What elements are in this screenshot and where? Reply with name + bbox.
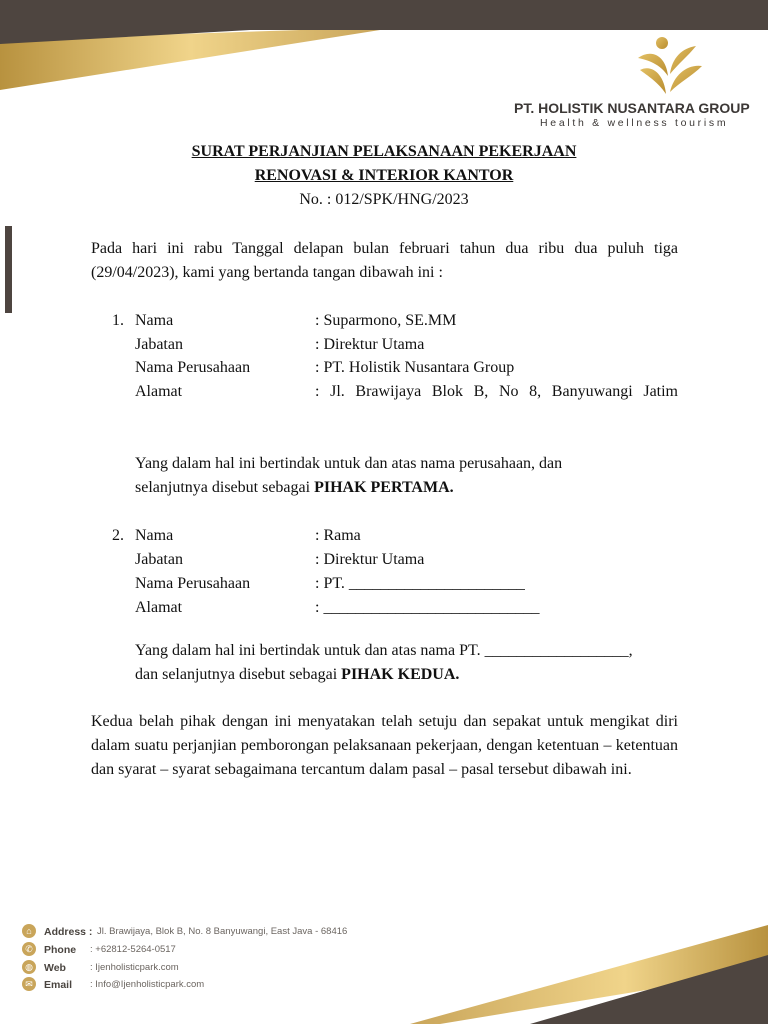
party1-row-alamat: [112, 380, 678, 404]
web-value: : Ijenholisticpark.com: [90, 962, 179, 973]
party1-row-perusahaan: [112, 356, 678, 380]
field-value: : ___________________________: [315, 599, 540, 616]
field-value: : PT. ______________________: [315, 575, 525, 592]
document-number: No. : 012/SPK/HNG/2023: [299, 191, 469, 208]
field-value: : PT. Holistik Nusantara Group: [315, 359, 515, 376]
statement-line: [135, 663, 680, 687]
footer-decoration: [400, 925, 768, 1024]
globe-icon: ◍: [22, 960, 36, 974]
field-value: : Rama: [315, 527, 361, 544]
web-label: Web: [44, 962, 66, 974]
phone-label: Phone: [44, 944, 77, 956]
footer-phone: [22, 941, 422, 959]
party1-row-nama: [112, 309, 678, 333]
party2-row-jabatan: [112, 548, 678, 572]
statement-text: Yang dalam hal ini bertindak untuk dan atas nama perusahaan, dan selanjutnya disebut sebagai: [135, 455, 563, 496]
party2-row-nama: [112, 524, 678, 548]
field-value: : Jl. Brawijaya Blok B, No 8, Banyuwangi Jatim: [315, 383, 678, 400]
mail-icon: ✉: [22, 977, 36, 991]
phone-value: : +62812-5264-0517: [90, 944, 176, 955]
company-tagline: Health & wellness tourism: [540, 117, 729, 129]
field-label: Nama: [135, 312, 174, 329]
field-label: Nama: [135, 527, 174, 544]
field-value: : Suparmono, SE.MM: [315, 312, 457, 329]
party1-number: 1.: [112, 312, 124, 329]
margin-bar: [5, 226, 12, 313]
party2-number: 2.: [112, 527, 124, 544]
field-label: Nama Perusahaan: [135, 575, 251, 592]
party2-row-alamat: [112, 596, 678, 620]
company-name: PT. HOLISTIK NUSANTARA GROUP: [514, 100, 750, 116]
statement-line: Yang dalam hal ini bertindak untuk dan atas nama PT. __________________,: [135, 642, 633, 659]
email-value: : Info@Ijenholisticpark.com: [90, 979, 205, 990]
statement-text: dan selanjutnya disebut sebagai: [135, 666, 342, 683]
field-value: : Direktur Utama: [315, 551, 425, 568]
document-title: SURAT PERJANJIAN PELAKSANAAN PEKERJAAN: [191, 143, 577, 160]
field-label: Alamat: [135, 383, 183, 400]
phone-icon: ✆: [22, 942, 36, 956]
footer-web: [22, 959, 422, 977]
closing-paragraph: Kedua belah pihak dengan ini menyatakan telah setuju dan sepakat untuk mengikat diri dalam suatu perjanjian pemborongan pelaksanaan pekerjaan, dengan ketentuan – ketentuan dan syarat – syarat sebagaimana tercantum dalam pasal – pasal tersebut dibawah ini.: [91, 713, 678, 778]
field-label: Alamat: [135, 599, 183, 616]
footer-email: [22, 976, 422, 994]
leaf-logo-icon: [630, 36, 708, 98]
footer-address: [22, 923, 422, 941]
party1-row-jabatan: [112, 333, 678, 357]
party2-row-perusahaan: [112, 572, 678, 596]
email-label: Email: [44, 979, 73, 991]
intro-paragraph: Pada hari ini rabu Tanggal delapan bulan februari tahun dua ribu dua puluh tiga (29/04/2023), kami yang bertanda tangan dibawah ini :: [91, 240, 678, 281]
party1-statement: [135, 452, 615, 500]
address-value: Jl. Brawijaya, Blok B, No. 8 Banyuwangi, East Java - 68416: [97, 926, 348, 937]
field-label: Nama Perusahaan: [135, 359, 251, 376]
field-value: : Direktur Utama: [315, 336, 425, 353]
party-designation: PIHAK KEDUA.: [341, 666, 460, 683]
field-label: Jabatan: [135, 551, 183, 568]
address-label: Address :: [44, 926, 93, 938]
party2-statement: [135, 639, 680, 687]
home-icon: ⌂: [22, 924, 36, 938]
document-subtitle: RENOVASI & INTERIOR KANTOR: [254, 167, 514, 184]
field-label: Jabatan: [135, 336, 183, 353]
party-designation: PIHAK PERTAMA.: [314, 479, 454, 496]
